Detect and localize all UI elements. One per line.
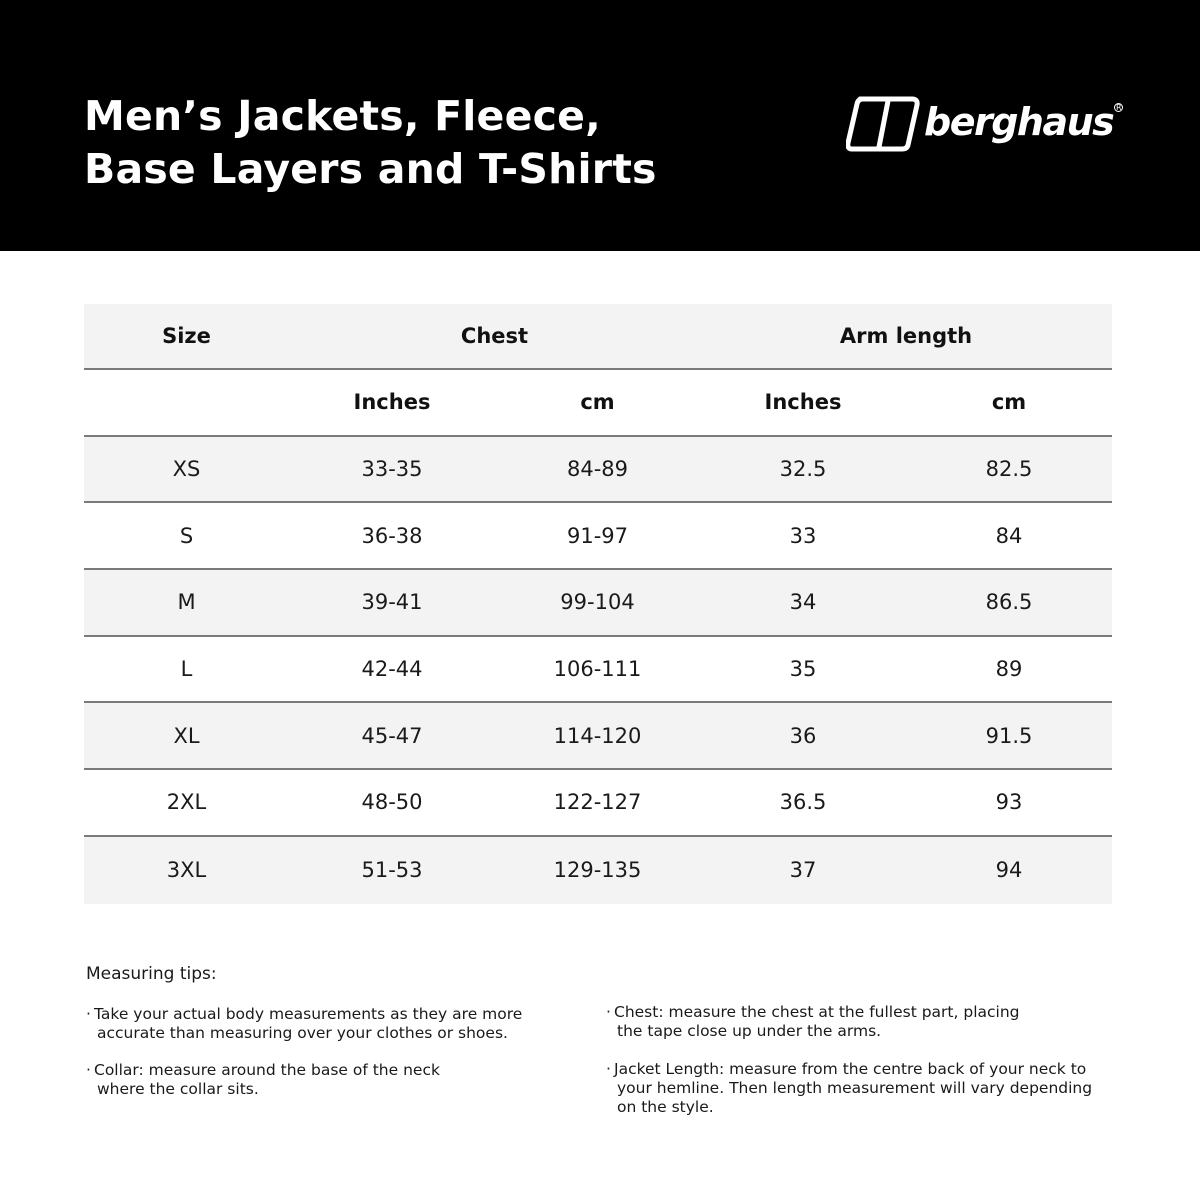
cell-chest-cm: 129-135 bbox=[553, 858, 642, 883]
cell-arm-inches: 34 bbox=[789, 590, 817, 615]
cell-chest-inches: 42-44 bbox=[361, 657, 423, 682]
cell-chest-inches: 33-35 bbox=[361, 457, 423, 482]
subheader-arm-cm: cm bbox=[991, 390, 1027, 415]
cell-chest-cm: 91-97 bbox=[566, 523, 629, 548]
cell-chest-cm: 84-89 bbox=[566, 457, 629, 482]
tip-collar: · Collar: measure around the base of the neck where the collar sits. bbox=[86, 1061, 440, 1098]
header-size: Size bbox=[162, 324, 211, 348]
cell-arm-cm: 84 bbox=[995, 523, 1023, 548]
cell-arm-cm: 82.5 bbox=[985, 457, 1033, 482]
table-row bbox=[84, 703, 1112, 770]
cell-chest-inches: 45-47 bbox=[361, 723, 423, 748]
cell-chest-inches: 39-41 bbox=[361, 590, 423, 615]
berghaus-logo bbox=[846, 95, 1122, 153]
page-title bbox=[84, 90, 657, 196]
cell-arm-inches: 33 bbox=[789, 523, 817, 548]
cell-size: 2XL bbox=[166, 790, 207, 815]
cell-chest-inches: 51-53 bbox=[361, 858, 423, 883]
cell-size: L bbox=[180, 657, 193, 682]
measuring-tips-title: Measuring tips: bbox=[86, 964, 217, 984]
subheader-chest-inches: Inches bbox=[353, 390, 431, 415]
cell-arm-cm: 89 bbox=[995, 657, 1023, 682]
cell-chest-inches: 36-38 bbox=[361, 523, 423, 548]
table-row bbox=[84, 503, 1112, 570]
tip-jacket-length: · Jacket Length: measure from the centre back of your neck to your hemline. Then length measurement will vary depending on the style. bbox=[606, 1060, 1093, 1116]
table-sub-header bbox=[84, 370, 1112, 437]
cell-arm-inches: 32.5 bbox=[779, 457, 827, 482]
cell-chest-cm: 122-127 bbox=[553, 790, 642, 815]
header-arm-length: Arm length bbox=[839, 324, 973, 348]
table-row bbox=[84, 637, 1112, 704]
cell-size: S bbox=[179, 523, 194, 548]
cell-size: XL bbox=[173, 723, 200, 748]
tip-chest: · Chest: measure the chest at the fullest part, placing the tape close up under the arms. bbox=[606, 1003, 1020, 1040]
cell-chest-cm: 106-111 bbox=[553, 657, 642, 682]
cell-chest-cm: 114-120 bbox=[553, 723, 642, 748]
bullet-icon: · bbox=[86, 1061, 91, 1079]
table-row bbox=[84, 837, 1112, 904]
cell-arm-inches: 37 bbox=[789, 858, 817, 883]
title-line-2: Base Layers and T-Shirts bbox=[84, 145, 657, 193]
table-group-header bbox=[84, 304, 1112, 370]
bullet-icon: · bbox=[86, 1005, 91, 1023]
cell-arm-cm: 86.5 bbox=[985, 590, 1033, 615]
table-row bbox=[84, 770, 1112, 837]
bullet-icon: · bbox=[606, 1003, 611, 1021]
header-chest: Chest bbox=[460, 324, 529, 348]
berghaus-mountain-mark-icon bbox=[846, 95, 920, 153]
tip-body-measurements: · Take your actual body measurements as they are more accurate than measuring over your clothes or shoes. bbox=[86, 1005, 523, 1042]
table-row bbox=[84, 437, 1112, 504]
cell-arm-inches: 36 bbox=[789, 723, 817, 748]
cell-arm-inches: 35 bbox=[789, 657, 817, 682]
cell-size: 3XL bbox=[166, 858, 207, 883]
cell-arm-inches: 36.5 bbox=[779, 790, 827, 815]
cell-arm-cm: 94 bbox=[995, 858, 1023, 883]
header-band bbox=[0, 0, 1200, 251]
subheader-chest-cm: cm bbox=[580, 390, 615, 415]
bullet-icon: · bbox=[606, 1060, 611, 1078]
cell-arm-cm: 91.5 bbox=[985, 723, 1033, 748]
cell-chest-cm: 99-104 bbox=[560, 590, 635, 615]
subheader-arm-inches: Inches bbox=[764, 390, 842, 415]
registered-trademark-icon: R bbox=[1116, 103, 1122, 112]
brand-name: berghaus bbox=[924, 100, 1114, 144]
title-line-1: Men’s Jackets, Fleece, bbox=[84, 92, 601, 140]
size-chart-table bbox=[84, 304, 1112, 904]
table-row bbox=[84, 570, 1112, 637]
cell-size: XS bbox=[172, 457, 201, 482]
cell-chest-inches: 48-50 bbox=[361, 790, 423, 815]
cell-arm-cm: 93 bbox=[995, 790, 1023, 815]
cell-size: M bbox=[177, 590, 196, 615]
